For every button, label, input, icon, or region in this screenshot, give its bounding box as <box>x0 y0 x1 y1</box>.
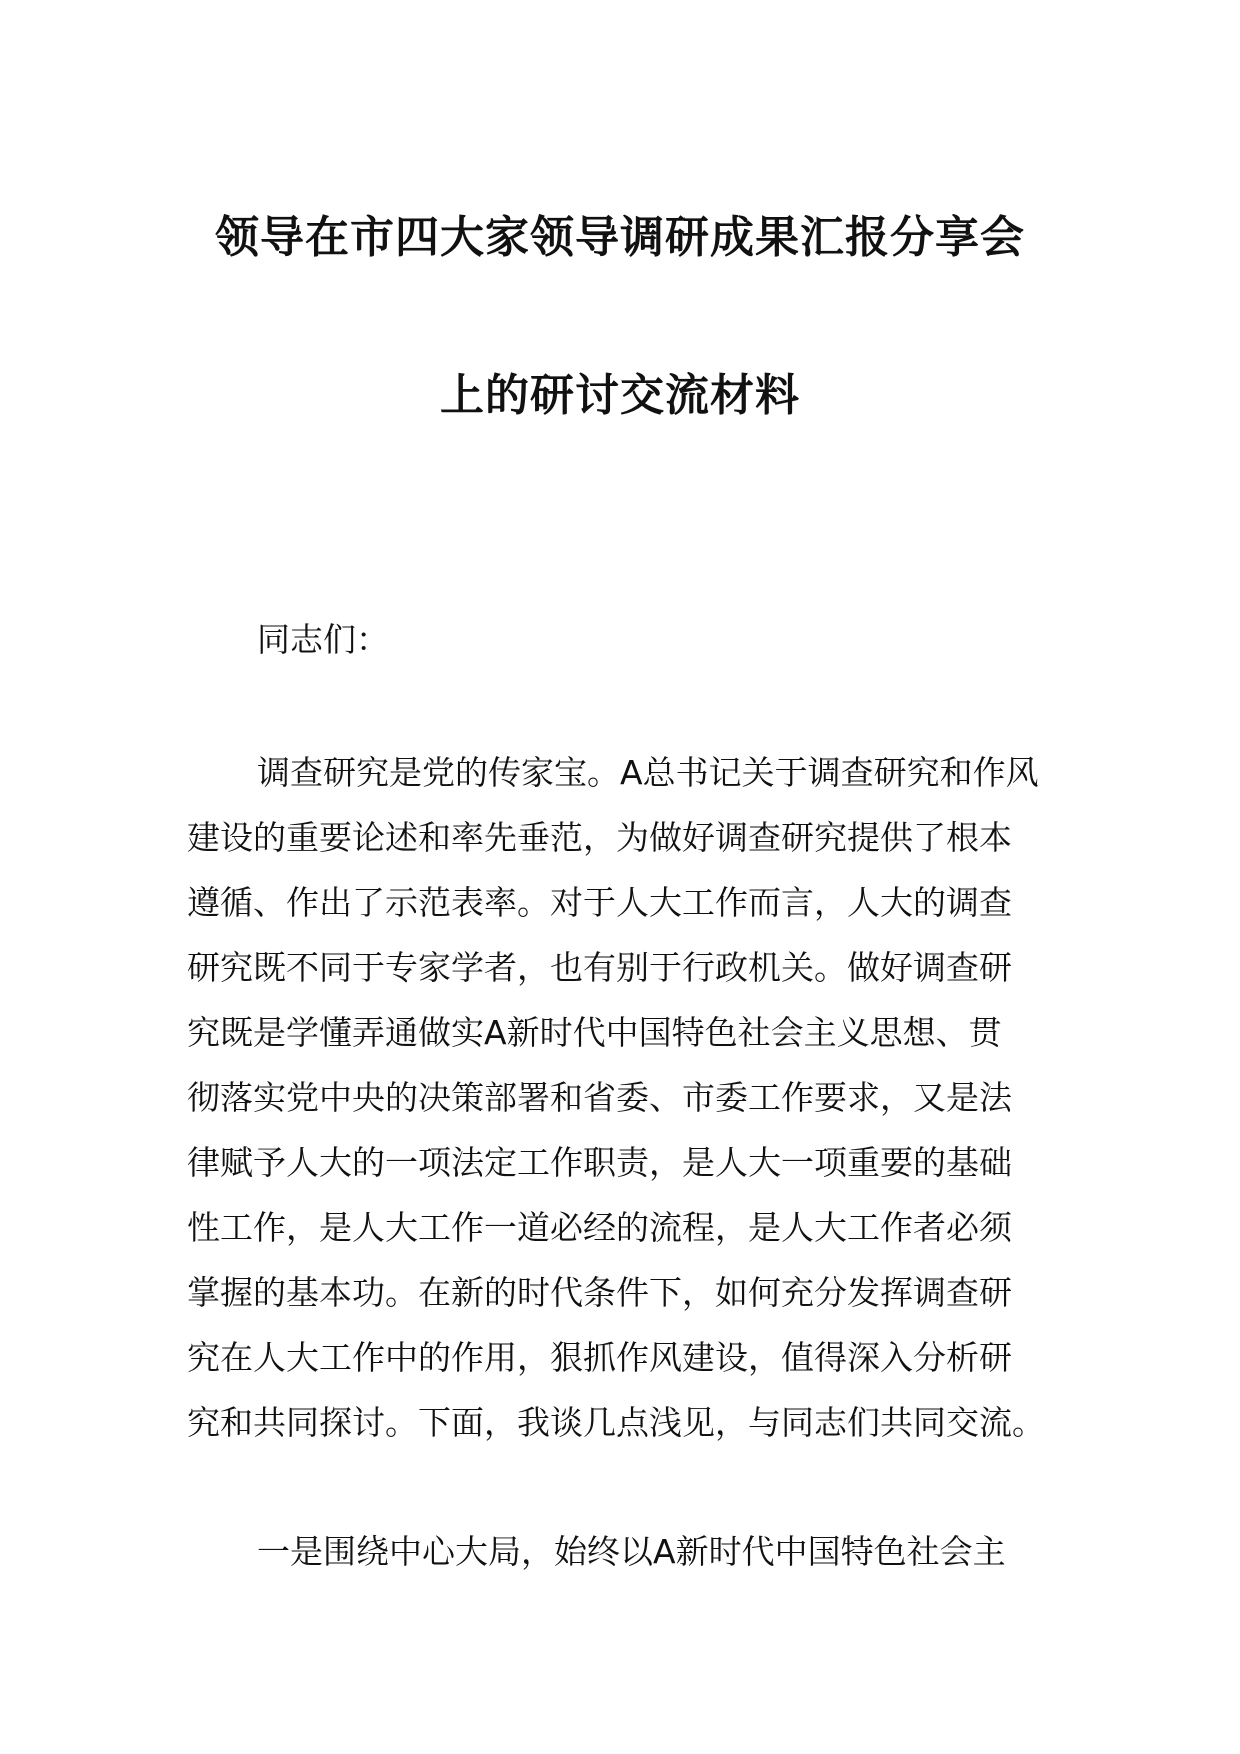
paragraph-line: 调查研究是党的传家宝。A总书记关于调查研究和作风 <box>257 753 1039 792</box>
paragraph-line: 彻落实党中央的决策部署和省委、市委工作要求，又是法 <box>187 1078 1012 1117</box>
paragraph-line: 性工作，是人大工作一道必经的流程，是人大工作者必须 <box>187 1208 1012 1247</box>
paragraph-line: 一是围绕中心大局，始终以A新时代中国特色社会主 <box>257 1532 1006 1571</box>
paragraph-line: 律赋予人大的一项法定工作职责，是人大一项重要的基础 <box>187 1143 1012 1182</box>
paragraph-line: 究既是学懂弄通做实A新时代中国特色社会主义思想、贯 <box>187 1013 1002 1052</box>
salutation: 同志们： <box>257 620 389 659</box>
paragraph-line: 掌握的基本功。在新的时代条件下，如何充分发挥调查研 <box>187 1273 1012 1312</box>
paragraph-line: 究在人大工作中的作用，狠抓作风建设，值得深入分析研 <box>187 1338 1012 1377</box>
paragraph-line: 遵循、作出了示范表率。对于人大工作而言，人大的调查 <box>187 883 1012 922</box>
paragraph-line: 建设的重要论述和率先垂范，为做好调查研究提供了根本 <box>187 818 1012 857</box>
document-title-line-1: 领导在市四大家领导调研成果汇报分享会 <box>215 212 1025 263</box>
document-title-line-2: 上的研讨交流材料 <box>440 370 800 421</box>
paragraph-line: 究和共同探讨。下面，我谈几点浅见，与同志们共同交流。 <box>187 1403 1045 1442</box>
paragraph-line: 研究既不同于专家学者，也有别于行政机关。做好调查研 <box>187 948 1012 987</box>
